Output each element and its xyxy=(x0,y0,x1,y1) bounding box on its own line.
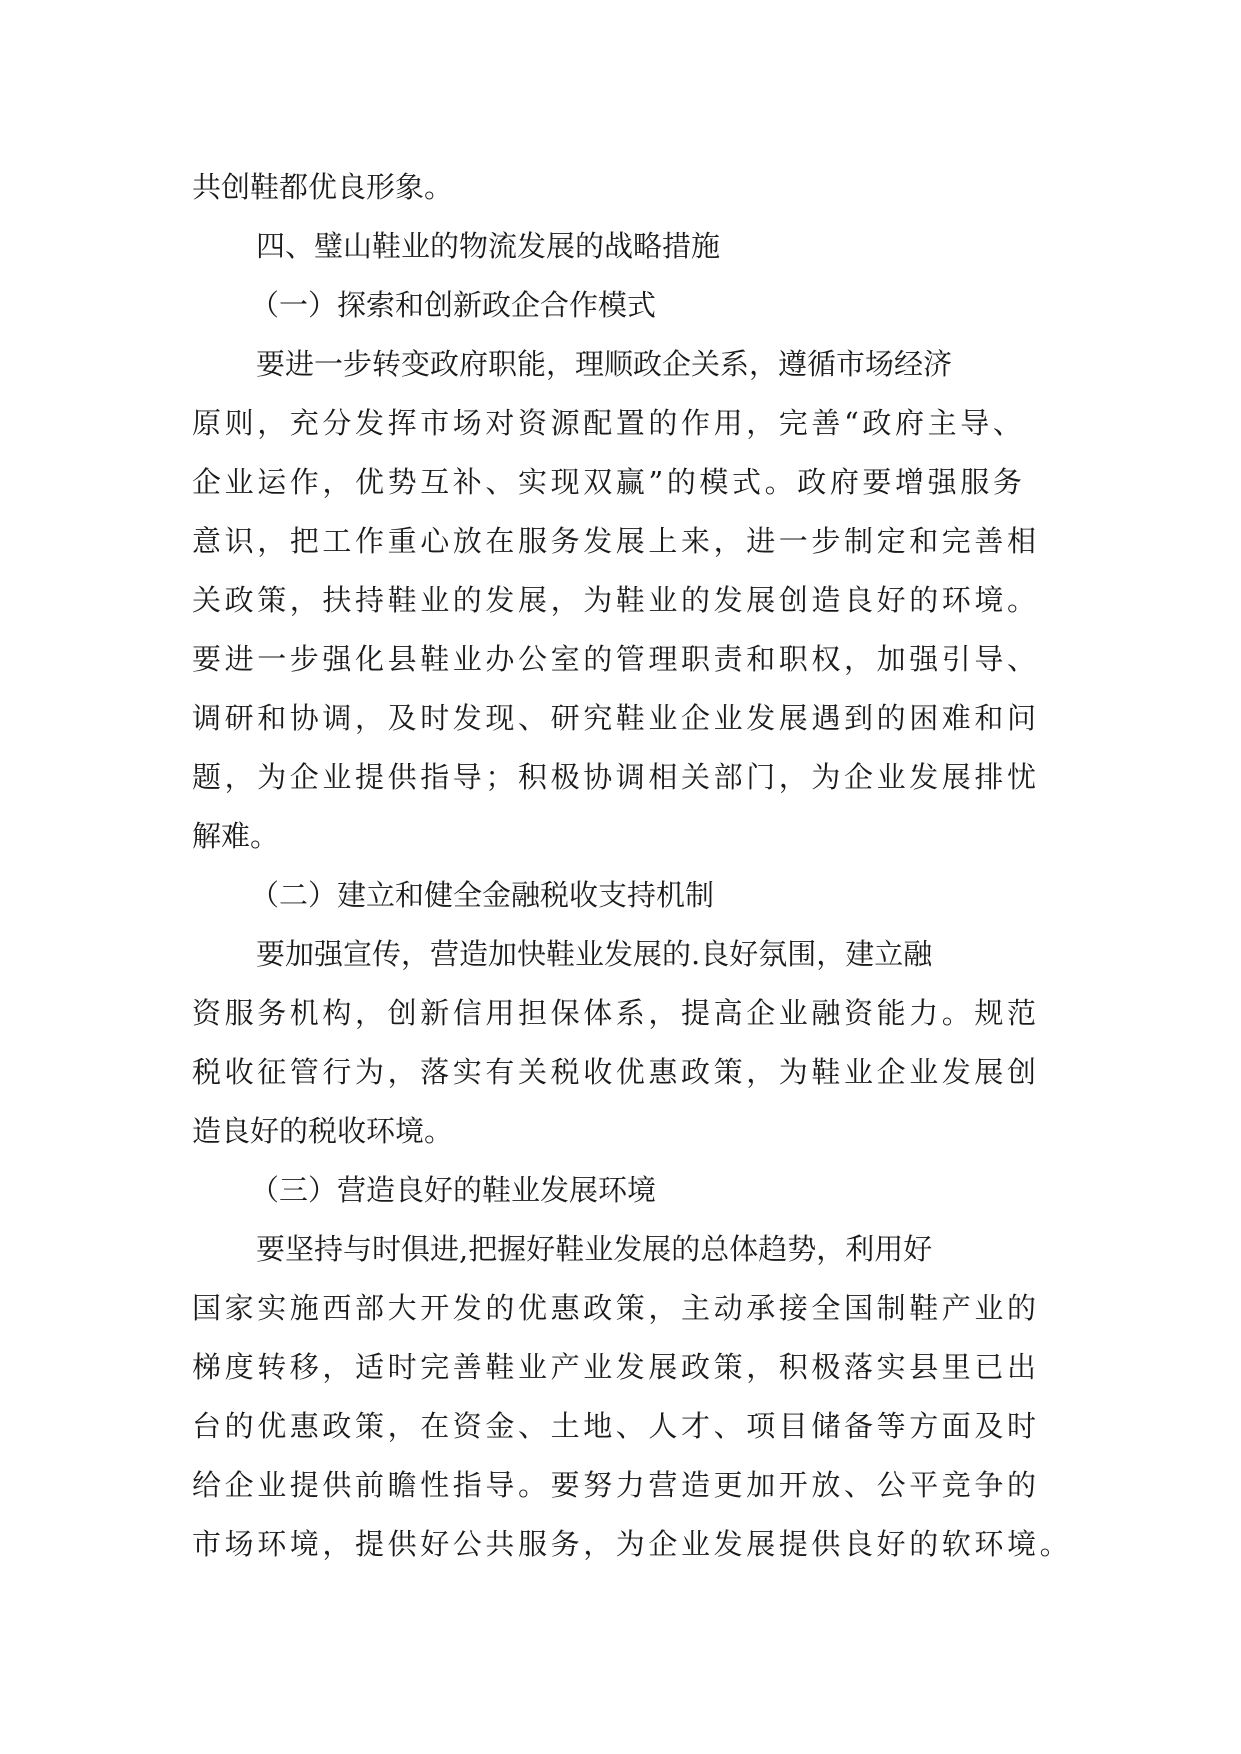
paragraph-line: 企业运作，优势互补、实现双赢”的模式。政府要增强服务 xyxy=(192,465,1026,499)
paragraph-line: 资服务机构，创新信用担保体系，提高企业融资能力。规范 xyxy=(192,996,1040,1030)
paragraph-line: 调研和协调，及时发现、研究鞋业企业发展遇到的困难和问 xyxy=(192,701,1040,735)
subsection-heading: （一）探索和创新政企合作模式 xyxy=(250,288,657,322)
paragraph-line: 台的优惠政策，在资金、土地、人才、项目储备等方面及时 xyxy=(192,1409,1040,1443)
paragraph-line: 题，为企业提供指导；积极协调相关部门，为企业发展排忧 xyxy=(192,760,1040,794)
paragraph-line: 解难。 xyxy=(192,819,280,853)
paragraph-line: 要加强宣传，营造加快鞋业发展的.良好氛围，建立融 xyxy=(256,937,933,971)
paragraph-line: 原则，充分发挥市场对资源配置的作用，完善“政府主导、 xyxy=(192,406,1026,440)
paragraph-line: 税收征管行为，落实有关税收优惠政策，为鞋业企业发展创 xyxy=(192,1055,1040,1089)
document-body xyxy=(192,158,1072,1574)
subsection-heading: （三）营造良好的鞋业发展环境 xyxy=(250,1173,657,1207)
paragraph-line: 梯度转移，适时完善鞋业产业发展政策，积极落实县里已出 xyxy=(192,1350,1040,1384)
paragraph-line: 造良好的税收环境。 xyxy=(192,1114,454,1148)
paragraph-line: 意识，把工作重心放在服务发展上来，进一步制定和完善相 xyxy=(192,524,1040,558)
paragraph-line: 关政策，扶持鞋业的发展，为鞋业的发展创造良好的环境。 xyxy=(192,583,1040,617)
paragraph-continuation-line: 共创鞋都优良形象。 xyxy=(192,170,454,204)
paragraph-line: 国家实施西部大开发的优惠政策，主动承接全国制鞋产业的 xyxy=(192,1291,1040,1325)
paragraph-line: 给企业提供前瞻性指导。要努力营造更加开放、公平竞争的 xyxy=(192,1468,1040,1502)
paragraph-line: 市场环境，提供好公共服务，为企业发展提供良好的软环境。 xyxy=(192,1527,1073,1561)
section-heading: 四、璧山鞋业的物流发展的战略措施 xyxy=(256,229,721,263)
paragraph-line: 要进一步转变政府职能，理顺政企关系，遵循市场经济 xyxy=(256,347,953,381)
paragraph-line: 要进一步强化县鞋业办公室的管理职责和职权，加强引导、 xyxy=(192,642,1040,676)
paragraph-line: 要坚持与时俱进,把握好鞋业发展的总体趋势，利用好 xyxy=(256,1232,933,1266)
subsection-heading: （二）建立和健全金融税收支持机制 xyxy=(250,878,715,912)
